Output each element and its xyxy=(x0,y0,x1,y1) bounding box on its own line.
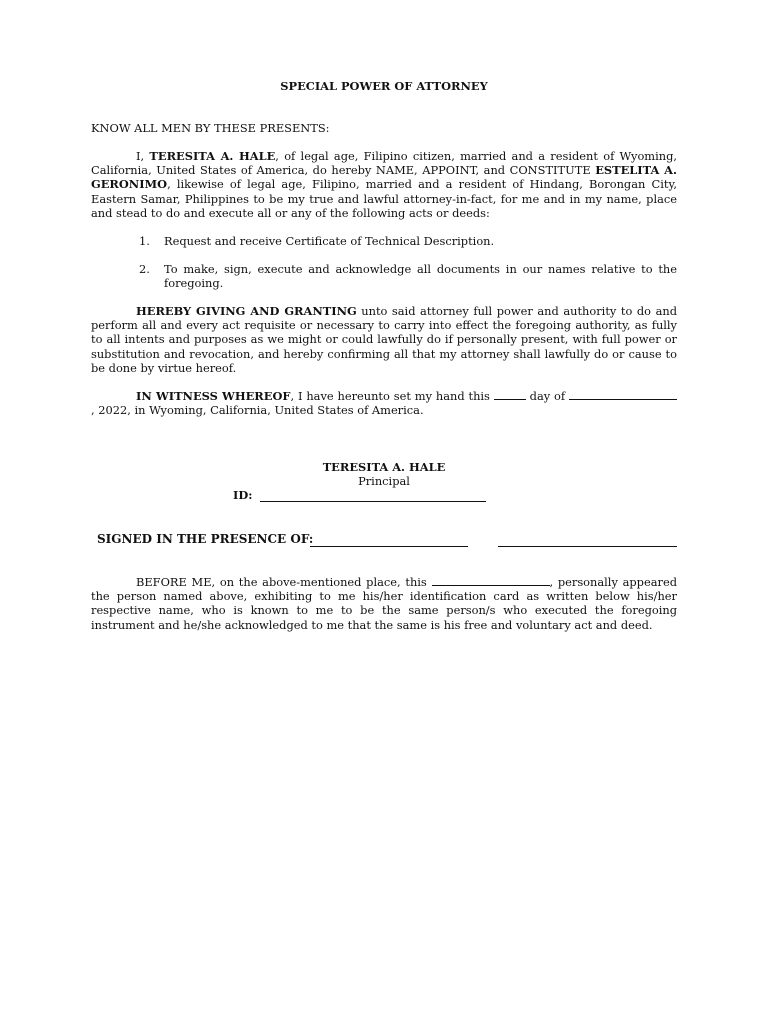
appointment-paragraph xyxy=(91,149,677,220)
para1-text-3: , likewise of legal age, Filipino, married and a resident of Hindang, Borongan City, Eastern Samar, Philippines to be my true and lawful attorney-in-fact, for me and in my name, place and stead to do and execute all or any of the following acts or deeds: xyxy=(91,177,677,220)
list-item-text: Request and receive Certificate of Technical Description. xyxy=(164,234,495,248)
opening-line: KNOW ALL MEN BY THESE PRESENTS: xyxy=(91,121,330,135)
para2-text: unto said attorney full power and authority to do and perform all and every act requisite or necessary to carry into effect the foregoing authority, as fully to all intents and purposes as we might or could lawfully do if personally present, with full power or substitution and revocation, and hereby confirming all that my attorney shall lawfully do or cause to be done by virtue hereof. xyxy=(91,304,677,375)
attorney-name-inline: ESTELITA A. GERONIMO xyxy=(91,163,677,192)
para4-text-1: BEFORE ME, on the above-mentioned place, this xyxy=(136,575,432,589)
para3-text-1: , I have hereunto set my hand this xyxy=(290,389,494,403)
para3-text-2: day of xyxy=(525,389,569,403)
date-blank xyxy=(432,575,550,586)
list-item-number: 2. xyxy=(139,262,150,276)
principal-name-inline: TERESITA A. HALE xyxy=(149,149,276,163)
list-item xyxy=(139,262,677,290)
list-item-text: To make, sign, execute and acknowledge all documents in our names relative to the foregoing. xyxy=(164,262,677,291)
witness-paragraph xyxy=(91,389,677,417)
para4-text-2: , personally appeared the person named above, exhibiting to me his/her identification card as written below his/her respective name, who is known to me to be the same person/s who executed the foregoing instrument and he/she acknowledged to me that the same is his free and voluntary act and deed. xyxy=(91,575,677,632)
para1-text-1: I, xyxy=(136,149,150,163)
id-signature-line xyxy=(260,501,486,502)
month-blank xyxy=(569,389,677,400)
acknowledgment-paragraph xyxy=(91,575,677,632)
witness-heading: IN WITNESS WHEREOF xyxy=(136,389,291,403)
principal-role: Principal xyxy=(358,474,410,488)
principal-name: TERESITA A. HALE xyxy=(322,460,446,474)
day-blank xyxy=(494,389,526,400)
witness-signature-line-1 xyxy=(310,546,468,547)
list-item xyxy=(139,234,677,248)
para3-text-3: , 2022, in Wyoming, California, United States of America. xyxy=(91,403,424,418)
signed-presence-label: SIGNED IN THE PRESENCE OF: xyxy=(97,532,314,546)
witness-signature-line-2 xyxy=(498,546,677,547)
granting-paragraph xyxy=(91,304,677,375)
document-title: SPECIAL POWER OF ATTORNEY xyxy=(280,79,488,93)
granting-heading: HEREBY GIVING AND GRANTING xyxy=(136,304,357,318)
id-label: ID: xyxy=(233,488,253,502)
para1-text-2: , of legal age, Filipino citizen, married and a resident of Wyoming, California, United States of America, do hereby NAME, APPOINT, and CONSTITUTE xyxy=(91,149,677,178)
list-item-number: 1. xyxy=(139,234,150,248)
